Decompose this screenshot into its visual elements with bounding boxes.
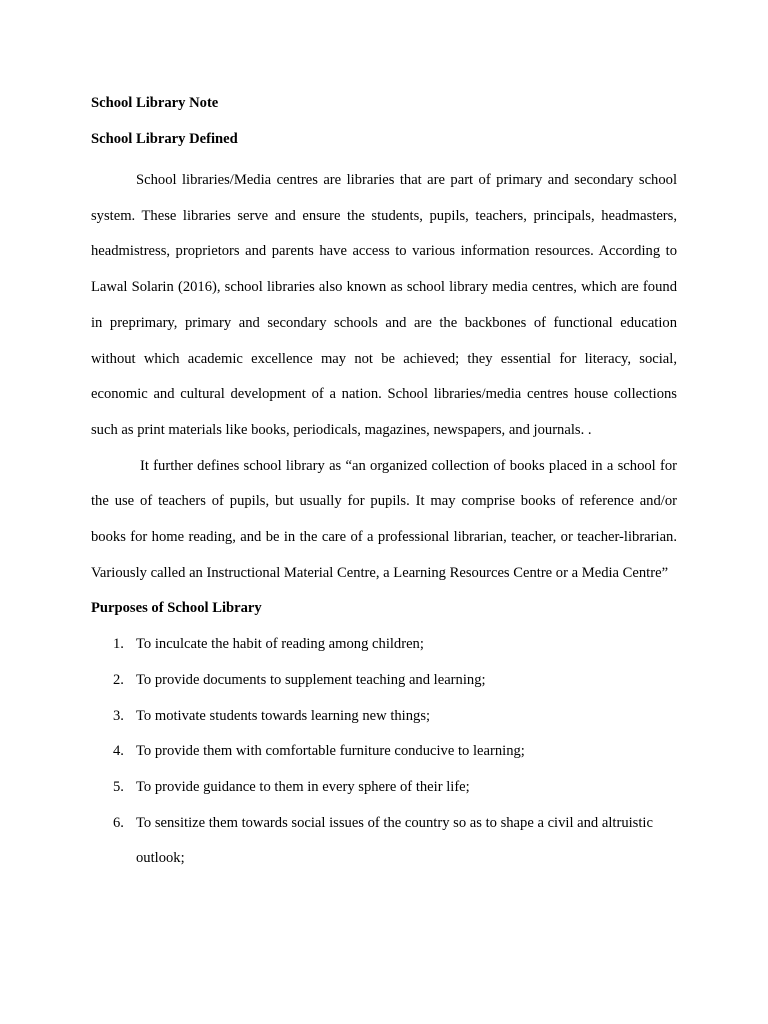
list-item-number: 1. [113,636,124,653]
list-item [91,734,677,770]
list-item [91,770,677,806]
list-item-text: To sensitize them towards social issues of the country so as to shape a civil and altruistic outlook; [136,814,653,867]
list-item-text: To motivate students towards learning new things; [136,707,431,724]
list-item [91,699,677,735]
list-item [91,806,677,877]
list-item-text: To provide documents to supplement teaching and learning; [136,671,486,688]
paragraph-further-definition: It further defines school library as “an organized collection of books placed in a school for the use of teachers of pupils, but usually for pupils. It may comprise books of reference and/or books for home reading, and be in the care of a professional librarian, teacher, or teacher-librarian. Variously called an Instructional Material Centre, a Learning Resources Centre or a Media Centre” [91,457,677,581]
list-item-text: To provide guidance to them in every sphere of their life; [136,778,470,795]
list-item-text: To inculcate the habit of reading among children; [136,636,424,653]
list-item-number: 3. [113,707,124,724]
document-title: School Library Note [91,95,219,111]
list-item-number: 4. [113,743,124,760]
list-item [91,663,677,699]
list-item [91,627,677,663]
list-item-number: 2. [113,671,124,688]
purposes-list [91,627,677,877]
section-heading: School Library Defined [91,131,238,147]
list-item-number: 5. [113,778,124,795]
list-item-number: 6. [113,814,124,831]
purposes-heading: Purposes of School Library [91,600,262,617]
document-body [91,91,677,877]
paragraph-definition: School libraries/Media centres are libraries that are part of primary and secondary school system. These libraries serve and ensure the students, pupils, teachers, principals, headmasters, headmistress, proprietors and parents have access to various information resources. According to Lawal Solarin (2016), school libraries also known as school library media centres, which are found in preprimary, primary and secondary schools and are the backbones of functional education without which academic excellence may not be achieved; they essential for literacy, social, economic and cultural development of a nation. School libraries/media centres house collections such as print materials like books, periodicals, magazines, newspapers, and journals. . [91,172,677,438]
list-item-text: To provide them with comfortable furniture conducive to learning; [136,743,525,760]
